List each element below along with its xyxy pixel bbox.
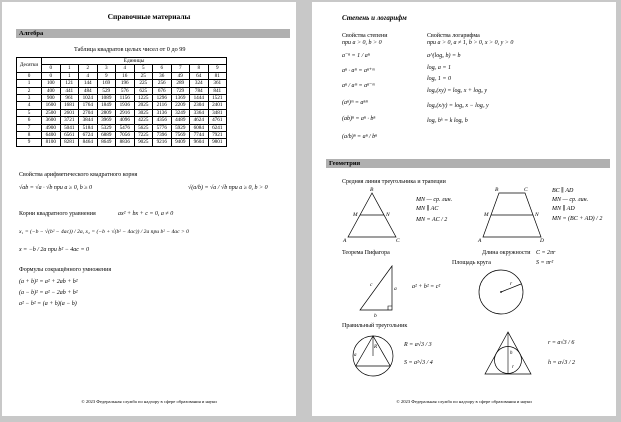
square-cell: 729 xyxy=(171,87,190,94)
square-cell: 576 xyxy=(116,87,135,94)
section-geometry: Геометрия xyxy=(326,159,610,168)
square-cell: 1 xyxy=(60,72,79,79)
square-cell: 4356 xyxy=(153,117,172,124)
square-cell: 5625 xyxy=(134,124,153,131)
label-A: A xyxy=(343,238,347,244)
square-cell: 3600 xyxy=(42,117,61,124)
square-cell: 2500 xyxy=(42,109,61,116)
regular-triangle-title: Правильный треугольник xyxy=(342,323,408,329)
square-cell: 36 xyxy=(153,72,172,79)
table-row xyxy=(17,109,227,116)
label-h: h xyxy=(510,351,513,356)
label-r: r xyxy=(510,281,513,287)
quad-equation: ax² + bx + c = 0, a ≠ 0 xyxy=(118,211,174,217)
tens-digit: 5 xyxy=(17,109,42,116)
label-N: N xyxy=(386,212,390,218)
square-cell: 25 xyxy=(134,72,153,79)
label-r: r xyxy=(512,365,514,370)
trap-mid-line-3: MN ∥ AD xyxy=(552,206,575,212)
pow-rule-5: (ab)ⁿ = aⁿ · bⁿ xyxy=(342,116,376,122)
unit-digit: 4 xyxy=(116,65,135,72)
log-rule-2: logₐ a = 1 xyxy=(427,65,451,71)
reg-formula-S: S = a²√3 / 4 xyxy=(404,360,433,366)
table-row xyxy=(17,95,227,102)
square-cell: 6724 xyxy=(79,132,98,139)
left-page xyxy=(2,2,296,416)
square-cell: 900 xyxy=(42,95,61,102)
square-cell: 2209 xyxy=(171,102,190,109)
reg-formula-h: h = a√3 / 2 xyxy=(548,360,576,366)
square-cell: 8649 xyxy=(97,139,116,146)
square-cell: 4 xyxy=(79,72,98,79)
square-cell: 16 xyxy=(116,72,135,79)
circle-length-formula: C = 2πr xyxy=(536,250,556,256)
table-row xyxy=(17,117,227,124)
square-cell: 441 xyxy=(60,87,79,94)
mult-formula-3: a² − b² = (a + b)(a − b) xyxy=(19,301,77,307)
squares-table xyxy=(16,57,227,147)
pow-rule-2: aⁿ · aᵐ = aⁿ⁺ᵐ xyxy=(342,68,375,74)
label-a: a xyxy=(354,353,357,358)
log-rule-3: logₐ 1 = 0 xyxy=(427,76,451,82)
label-c: c xyxy=(370,282,373,288)
square-cell: 256 xyxy=(153,80,172,87)
square-cell: 1681 xyxy=(60,102,79,109)
root-props-title: Свойства арифметического квадратного корня xyxy=(19,172,138,178)
label-M: M xyxy=(484,212,489,218)
square-cell: 196 xyxy=(116,80,135,87)
table-row xyxy=(17,72,227,79)
log-condition: при a > 0, a ≠ 1, b > 0, x > 0, y > 0 xyxy=(427,40,514,46)
pow-rule-4: (aⁿ)ᵐ = aⁿᵐ xyxy=(342,100,368,106)
square-cell: 5929 xyxy=(171,124,190,131)
square-cell: 4489 xyxy=(171,117,190,124)
square-cell: 1936 xyxy=(116,102,135,109)
square-cell: 625 xyxy=(134,87,153,94)
quad-roots: x₁ = (−b − √(b² − 4ac)) / 2a, x₂ = (−b + √(b² − 4ac)) / 2a при b² − 4ac > 0 xyxy=(19,229,189,235)
tens-digit: 3 xyxy=(17,95,42,102)
square-cell: 3136 xyxy=(153,109,172,116)
square-cell: 1521 xyxy=(208,95,227,102)
square-cell: 8100 xyxy=(42,139,61,146)
tri-mid-line-1: MN — ср. лин. xyxy=(416,197,453,203)
label-N: N xyxy=(535,212,539,218)
trap-mid-line-2: MN — ср. лин. xyxy=(552,197,589,203)
square-cell: 100 xyxy=(42,80,61,87)
square-cell: 3249 xyxy=(171,109,190,116)
label-A: A xyxy=(478,238,482,244)
footer-copyright: © 2023 Федеральная служба по надзору в сфере образования и науки xyxy=(81,399,217,404)
trapezoid-midline-figure xyxy=(477,187,547,243)
square-cell: 784 xyxy=(190,87,209,94)
pyth-formula: a² + b² = c² xyxy=(412,284,441,290)
quad-title: Корни квадратного уравнения xyxy=(19,211,96,217)
square-cell: 4761 xyxy=(208,117,227,124)
square-cell: 3844 xyxy=(79,117,98,124)
unit-digit: 2 xyxy=(79,65,98,72)
unit-digit: 7 xyxy=(171,65,190,72)
square-cell: 1225 xyxy=(134,95,153,102)
table-row xyxy=(17,132,227,139)
square-cell: 9801 xyxy=(208,139,227,146)
mult-formula-1: (a + b)² = a² + 2ab + b² xyxy=(19,279,78,285)
unit-digit: 3 xyxy=(97,65,116,72)
root-prop-2: √(a/b) = √a / √b при a ≥ 0, b > 0 xyxy=(188,185,268,191)
circle-figure xyxy=(476,267,526,317)
pow-title: Свойства степени xyxy=(342,33,388,39)
square-cell: 9604 xyxy=(190,139,209,146)
label-D: D xyxy=(540,238,544,244)
tri-mid-line-3: MN = AC / 2 xyxy=(416,217,448,223)
square-cell: 9025 xyxy=(134,139,153,146)
square-cell: 5041 xyxy=(60,124,79,131)
square-cell: 2116 xyxy=(153,102,172,109)
square-cell: 1296 xyxy=(153,95,172,102)
right-triangle-figure xyxy=(352,260,402,318)
square-cell: 7396 xyxy=(153,132,172,139)
square-cell: 7569 xyxy=(171,132,190,139)
square-cell: 289 xyxy=(171,80,190,87)
square-cell: 1600 xyxy=(42,102,61,109)
square-cell: 841 xyxy=(208,87,227,94)
square-cell: 7744 xyxy=(190,132,209,139)
square-cell: 5776 xyxy=(153,124,172,131)
square-cell: 3721 xyxy=(60,117,79,124)
mult-title: Формулы сокращённого умножения xyxy=(19,267,112,273)
square-cell: 64 xyxy=(190,72,209,79)
table-caption: Таблица квадратов целых чисел от 0 до 99 xyxy=(74,46,186,53)
square-cell: 8836 xyxy=(116,139,135,146)
square-cell: 5329 xyxy=(97,124,116,131)
square-cell: 81 xyxy=(208,72,227,79)
square-cell: 9 xyxy=(97,72,116,79)
log-rule-1: a^(logₐ b) = b xyxy=(427,53,461,59)
square-cell: 324 xyxy=(190,80,209,87)
square-cell: 361 xyxy=(208,80,227,87)
square-cell: 4096 xyxy=(116,117,135,124)
square-cell: 961 xyxy=(60,95,79,102)
square-cell: 9409 xyxy=(171,139,190,146)
square-cell: 8281 xyxy=(60,139,79,146)
table-row xyxy=(17,87,227,94)
inscribed-triangle-figure xyxy=(482,330,534,378)
square-cell: 7056 xyxy=(116,132,135,139)
square-cell: 7921 xyxy=(208,132,227,139)
label-C: C xyxy=(524,187,528,193)
pow-rule-3: aⁿ / aᵐ = aⁿ⁻ᵐ xyxy=(342,83,375,89)
square-cell: 400 xyxy=(42,87,61,94)
log-rule-4: logₐ(xy) = logₐ x + logₐ y xyxy=(427,88,488,94)
tens-digit: 8 xyxy=(17,132,42,139)
square-cell: 225 xyxy=(134,80,153,87)
square-cell: 3364 xyxy=(190,109,209,116)
tens-digit: 0 xyxy=(17,72,42,79)
log-rule-6: logₐ bᵏ = k logₐ b xyxy=(427,118,468,124)
square-cell: 529 xyxy=(97,87,116,94)
square-cell: 6400 xyxy=(42,132,61,139)
table-header-row xyxy=(17,58,227,65)
square-cell: 1089 xyxy=(97,95,116,102)
unit-digit: 9 xyxy=(208,65,227,72)
digits-row xyxy=(17,65,227,72)
tri-mid-line-2: MN ∥ AC xyxy=(416,206,439,212)
pyth-title: Теорема Пифагора xyxy=(342,250,390,256)
square-cell: 484 xyxy=(79,87,98,94)
square-cell: 6084 xyxy=(190,124,209,131)
circumscribed-triangle-figure xyxy=(350,332,396,378)
table-row xyxy=(17,124,227,131)
square-cell: 2809 xyxy=(97,109,116,116)
tens-digit: 2 xyxy=(17,87,42,94)
right-page xyxy=(312,2,616,416)
square-cell: 1849 xyxy=(97,102,116,109)
square-cell: 4624 xyxy=(190,117,209,124)
log-rule-5: logₐ(x/y) = logₐ x − logₐ y xyxy=(427,103,489,109)
unit-digit: 6 xyxy=(153,65,172,72)
unit-digit: 5 xyxy=(134,65,153,72)
square-cell: 2916 xyxy=(116,109,135,116)
square-cell: 1156 xyxy=(116,95,135,102)
square-cell: 2601 xyxy=(60,109,79,116)
square-cell: 5476 xyxy=(116,124,135,131)
reg-formula-r: r = a√3 / 6 xyxy=(548,340,575,346)
pow-condition: при a > 0, b > 0 xyxy=(342,40,382,46)
quad-single-root: x = −b / 2a при b² − 4ac = 0 xyxy=(19,247,89,253)
page-title: Справочные материалы xyxy=(107,12,191,21)
footer-copyright: © 2023 Федеральная служба по надзору в сфере образования и науки xyxy=(396,399,532,404)
square-cell: 1024 xyxy=(79,95,98,102)
square-cell: 1369 xyxy=(171,95,190,102)
unit-digit: 8 xyxy=(190,65,209,72)
reg-formula-R: R = a√3 / 3 xyxy=(404,342,432,348)
square-cell: 1764 xyxy=(79,102,98,109)
table-row xyxy=(17,102,227,109)
trap-mid-line-4: MN = (BC + AD) / 2 xyxy=(552,216,603,222)
square-cell: 6561 xyxy=(60,132,79,139)
square-cell: 4225 xyxy=(134,117,153,124)
square-cell: 4900 xyxy=(42,124,61,131)
units-header: Единицы xyxy=(42,58,227,65)
mult-formula-2: (a − b)² = a² − 2ab + b² xyxy=(19,290,78,296)
label-R: R xyxy=(374,345,378,350)
square-cell: 2304 xyxy=(190,102,209,109)
square-cell: 3969 xyxy=(97,117,116,124)
tens-digit: 6 xyxy=(17,117,42,124)
tens-digit: 7 xyxy=(17,124,42,131)
square-cell: 3481 xyxy=(208,109,227,116)
square-cell: 6889 xyxy=(97,132,116,139)
square-cell: 3025 xyxy=(134,109,153,116)
circle-area-label: Площадь круга xyxy=(452,260,491,266)
label-b: b xyxy=(374,313,377,319)
square-cell: 0 xyxy=(42,72,61,79)
square-cell: 169 xyxy=(97,80,116,87)
square-cell: 7225 xyxy=(134,132,153,139)
section-algebra: Алгебра xyxy=(16,29,290,38)
label-a: a xyxy=(394,286,397,292)
square-cell: 1444 xyxy=(190,95,209,102)
powers-heading: Степень и логарифм xyxy=(342,14,407,22)
square-cell: 121 xyxy=(60,80,79,87)
square-cell: 6241 xyxy=(208,124,227,131)
square-cell: 9216 xyxy=(153,139,172,146)
table-row xyxy=(17,139,227,146)
square-cell: 2025 xyxy=(134,102,153,109)
square-cell: 5184 xyxy=(79,124,98,131)
label-C: C xyxy=(396,238,400,244)
pow-rule-1: a⁻ⁿ = 1 / aⁿ xyxy=(342,53,370,59)
label-M: M xyxy=(353,212,358,218)
square-cell: 8464 xyxy=(79,139,98,146)
label-B: B xyxy=(495,187,499,193)
circle-length-label: Длина окружности xyxy=(482,250,531,256)
tens-digit: 9 xyxy=(17,139,42,146)
tens-digit: 4 xyxy=(17,102,42,109)
label-B: B xyxy=(370,187,374,193)
table-row xyxy=(17,80,227,87)
unit-digit: 0 xyxy=(42,65,61,72)
circle-area-formula: S = πr² xyxy=(536,260,554,266)
log-title: Свойства логарифма xyxy=(427,33,480,39)
tens-header: Десятки xyxy=(17,58,42,73)
midline-title: Средняя линия треугольника и трапеции xyxy=(342,179,446,185)
square-cell: 49 xyxy=(171,72,190,79)
square-cell: 144 xyxy=(79,80,98,87)
pow-rule-6: (a/b)ⁿ = aⁿ / bⁿ xyxy=(342,134,378,140)
unit-digit: 1 xyxy=(60,65,79,72)
triangle-midline-figure xyxy=(342,187,402,243)
tens-digit: 1 xyxy=(17,80,42,87)
root-prop-1: √ab = √a · √b при a ≥ 0, b ≥ 0 xyxy=(19,185,93,191)
square-cell: 676 xyxy=(153,87,172,94)
trap-mid-line-1: BC ∥ AD xyxy=(552,188,574,194)
square-cell: 2401 xyxy=(208,102,227,109)
square-cell: 2704 xyxy=(79,109,98,116)
